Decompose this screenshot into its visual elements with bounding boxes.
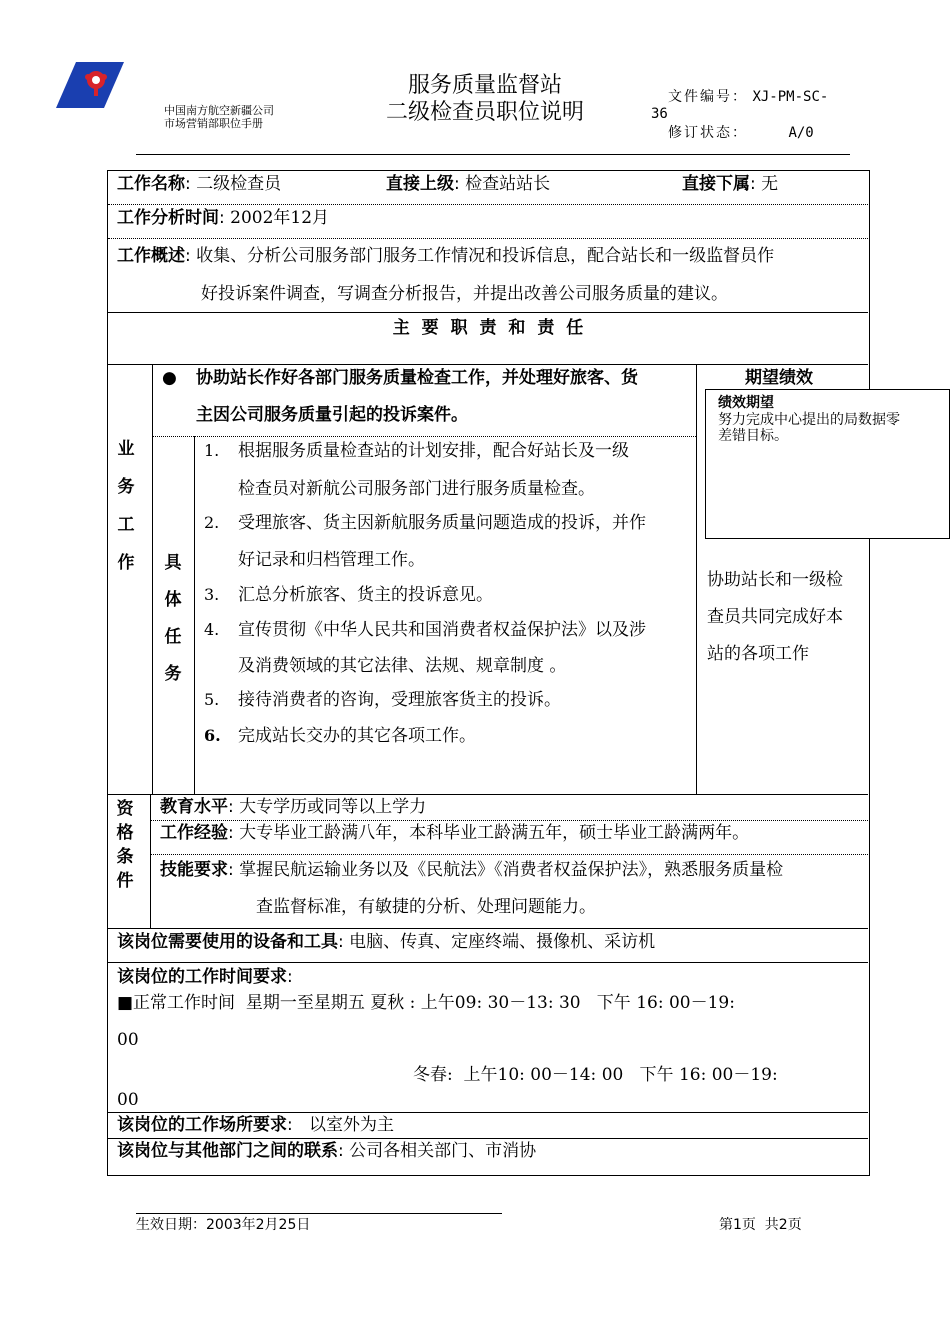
task-number: 4.: [204, 620, 220, 639]
row-divider: [151, 854, 868, 855]
company-logo: [56, 60, 126, 110]
row-divider: [108, 962, 868, 963]
job-overview: 工作概述: 收集、分析公司服务部门服务工作情况和投诉信息，配合站长和一级监督员作: [117, 246, 775, 266]
comment-line1: 努力完成中心提出的局数据零: [718, 412, 900, 428]
work-time-line2: 00: [117, 1030, 139, 1050]
company-name-line1: 中国南方航空新疆公司: [164, 104, 274, 117]
equipment-value: 电脑、传真、定座终端、摄像机、采访机: [349, 932, 656, 952]
side-char: 资: [116, 799, 134, 819]
analysis-value: 2002年12月: [230, 208, 330, 228]
task-line: 好记录和归档管理工作。: [238, 550, 425, 570]
qualifications-label: [115, 797, 135, 893]
row-divider: [151, 820, 868, 821]
performance-line: 站的各项工作: [707, 644, 809, 664]
task-line: 接待消费者的咨询，受理旅客货主的投诉。: [238, 690, 561, 710]
task-line: 检查员对新航公司服务部门进行服务质量检查。: [238, 479, 595, 499]
superior-label: 直接上级: [386, 174, 454, 194]
bullet-icon: ●: [162, 368, 177, 388]
side-char: 条: [116, 847, 134, 867]
col-divider: [152, 364, 153, 794]
side-char: 体: [164, 590, 182, 610]
overview-line2: 好投诉案件调查，写调查分析报告，并提出改善公司服务质量的建议。: [201, 284, 728, 304]
education-label: 教育水平: [160, 797, 228, 817]
row-divider: [108, 928, 868, 929]
side-char: 业: [117, 439, 135, 459]
work-time-line4: 00: [117, 1090, 139, 1110]
duties-section-title: 主 要 职 责 和 责 任: [392, 318, 584, 338]
skill-label: 技能要求: [160, 860, 228, 880]
analysis-label: 工作分析时间: [117, 208, 219, 228]
equipment-label: 该岗位需要使用的设备和工具: [117, 932, 338, 952]
main-duty-line2: 主因公司服务质量引起的投诉案件。: [196, 405, 468, 425]
work-time-label-text: 该岗位的工作时间要求: [117, 967, 287, 987]
skill-line1: 掌握民航运输业务以及《民航法》《消费者权益保护法》，熟悉服务质量检: [239, 860, 784, 880]
revision-value: A/0: [788, 125, 814, 141]
header-divider: [136, 154, 850, 155]
doc-no-label: 文件编号：: [668, 89, 748, 105]
task-number: 5.: [204, 690, 220, 709]
performance-text: [707, 562, 843, 673]
doc-no-value: XJ-PM-SC-: [752, 89, 829, 105]
performance-header: 期望绩效: [745, 368, 813, 388]
specific-tasks-label: [163, 545, 183, 693]
row-divider: [153, 436, 696, 437]
task-line: 完成站长交办的其它各项工作。: [238, 726, 476, 746]
side-char: 件: [116, 871, 134, 891]
company-name: [164, 104, 274, 130]
side-char: 具: [164, 553, 182, 573]
doc-no-wrap: 36: [651, 106, 668, 122]
performance-line: 查员共同完成好本: [707, 607, 843, 627]
relations-row: 该岗位与其他部门之间的联系: 公司各相关部门、市消协: [117, 1141, 537, 1161]
row-divider: [108, 238, 868, 239]
subordinate-value: 无: [761, 174, 779, 194]
education-value: 大专学历或同等以上学力: [239, 797, 427, 817]
task-line: 汇总分析旅客、货主的投诉意见。: [238, 585, 493, 605]
side-char: 作: [117, 553, 135, 573]
overview-label: 工作概述: [117, 246, 185, 266]
skill-line2: 查监督标准，有敏捷的分析、处理问题能力。: [256, 897, 596, 917]
row-divider: [108, 312, 868, 313]
page-info: 第1页 共2页: [719, 1217, 802, 1233]
task-line: 及消费领域的其它法律、法规、规章制度 。: [238, 656, 567, 676]
task-line: 宣传贯彻《中华人民共和国消费者权益保护法》以及涉: [238, 620, 646, 640]
relations-value: 公司各相关部门、市消协: [349, 1141, 537, 1161]
subordinate-label: 直接下属: [682, 174, 750, 194]
overview-line1: 收集、分析公司服务部门服务工作情况和投诉信息，配合站长和一级监督员作: [196, 246, 775, 266]
task-line: 受理旅客、货主因新航服务质量问题造成的投诉，并作: [238, 513, 646, 533]
workplace-value: 以室外为主: [308, 1115, 394, 1135]
job-name: 工作名称: 二级检查员: [117, 174, 282, 194]
title-line2: 二级检查员职位说明: [385, 100, 584, 125]
experience-label: 工作经验: [160, 823, 228, 843]
effective-date: 生效日期：2003年2月25日: [136, 1217, 311, 1233]
direct-subordinate: 直接下属: 无: [682, 174, 779, 194]
row-divider: [108, 794, 868, 795]
job-name-value: 二级检查员: [196, 174, 282, 194]
education-level: 教育水平: 大专学历或同等以上学力: [160, 797, 427, 817]
footer-divider: [136, 1213, 502, 1214]
side-char: 任: [164, 627, 182, 647]
revision-status: [668, 122, 814, 142]
task-number: 3.: [204, 585, 220, 604]
col-divider: [194, 436, 195, 794]
business-work-label: [116, 430, 136, 582]
work-time-line3: 冬春: 上午10: 00－14: 00 下午 16: 00－19:: [413, 1065, 778, 1085]
side-char: 务: [164, 664, 182, 684]
workplace-row: 该岗位的工作场所要求: 以室外为主: [117, 1115, 394, 1135]
task-line: 根据服务质量检查站的计划安排，配合好站长及一级: [238, 441, 629, 461]
work-time-label: 该岗位的工作时间要求:: [117, 967, 293, 987]
col-divider: [150, 794, 151, 928]
document-number: [668, 88, 828, 106]
task-number: 6.: [204, 726, 221, 745]
work-experience: 工作经验: 大专毕业工龄满八年，本科毕业工龄满五年，硕士毕业工龄满两年。: [160, 823, 750, 843]
side-char: 格: [116, 823, 134, 843]
direct-superior: 直接上级: 检查站站长: [386, 174, 551, 194]
skill-requirements: 技能要求: 掌握民航运输业务以及《民航法》《消费者权益保护法》，熟悉服务质量检: [160, 860, 784, 880]
comment-line2: 差错目标。: [718, 428, 788, 444]
side-char: 工: [117, 515, 135, 535]
task-number: 1.: [204, 441, 220, 460]
main-duty-line1: 协助站长作好各部门服务质量检查工作，并处理好旅客、货: [196, 368, 638, 388]
equipment-row: 该岗位需要使用的设备和工具: 电脑、传真、定座终端、摄像机、采访机: [117, 932, 656, 952]
work-time-line1: ■正常工作时间 星期一至星期五 夏秋 : 上午09: 30－13: 30 下午 16: 00－19:: [117, 993, 735, 1013]
experience-value: 大专毕业工龄满八年，本科毕业工龄满五年，硕士毕业工龄满两年。: [239, 823, 750, 843]
performance-line: 协助站长和一级检: [707, 570, 843, 590]
analysis-time: 工作分析时间: 2002年12月: [117, 208, 330, 228]
document-title: [360, 72, 610, 126]
row-divider: [108, 1138, 868, 1139]
company-name-line2: 市场营销部职位手册: [164, 117, 263, 130]
revision-label: 修订状态：: [668, 125, 748, 141]
superior-value: 检查站站长: [465, 174, 551, 194]
row-divider: [108, 1112, 868, 1113]
row-divider: [108, 204, 868, 205]
relations-label: 该岗位与其他部门之间的联系: [117, 1141, 338, 1161]
job-name-label: 工作名称: [117, 174, 185, 194]
workplace-label: 该岗位的工作场所要求: [117, 1115, 287, 1135]
row-divider: [108, 364, 868, 365]
comment-title: 绩效期望: [718, 395, 774, 411]
side-char: 务: [117, 477, 135, 497]
task-number: 2.: [204, 513, 220, 532]
col-divider: [696, 364, 697, 794]
title-line1: 服务质量监督站: [407, 73, 562, 98]
